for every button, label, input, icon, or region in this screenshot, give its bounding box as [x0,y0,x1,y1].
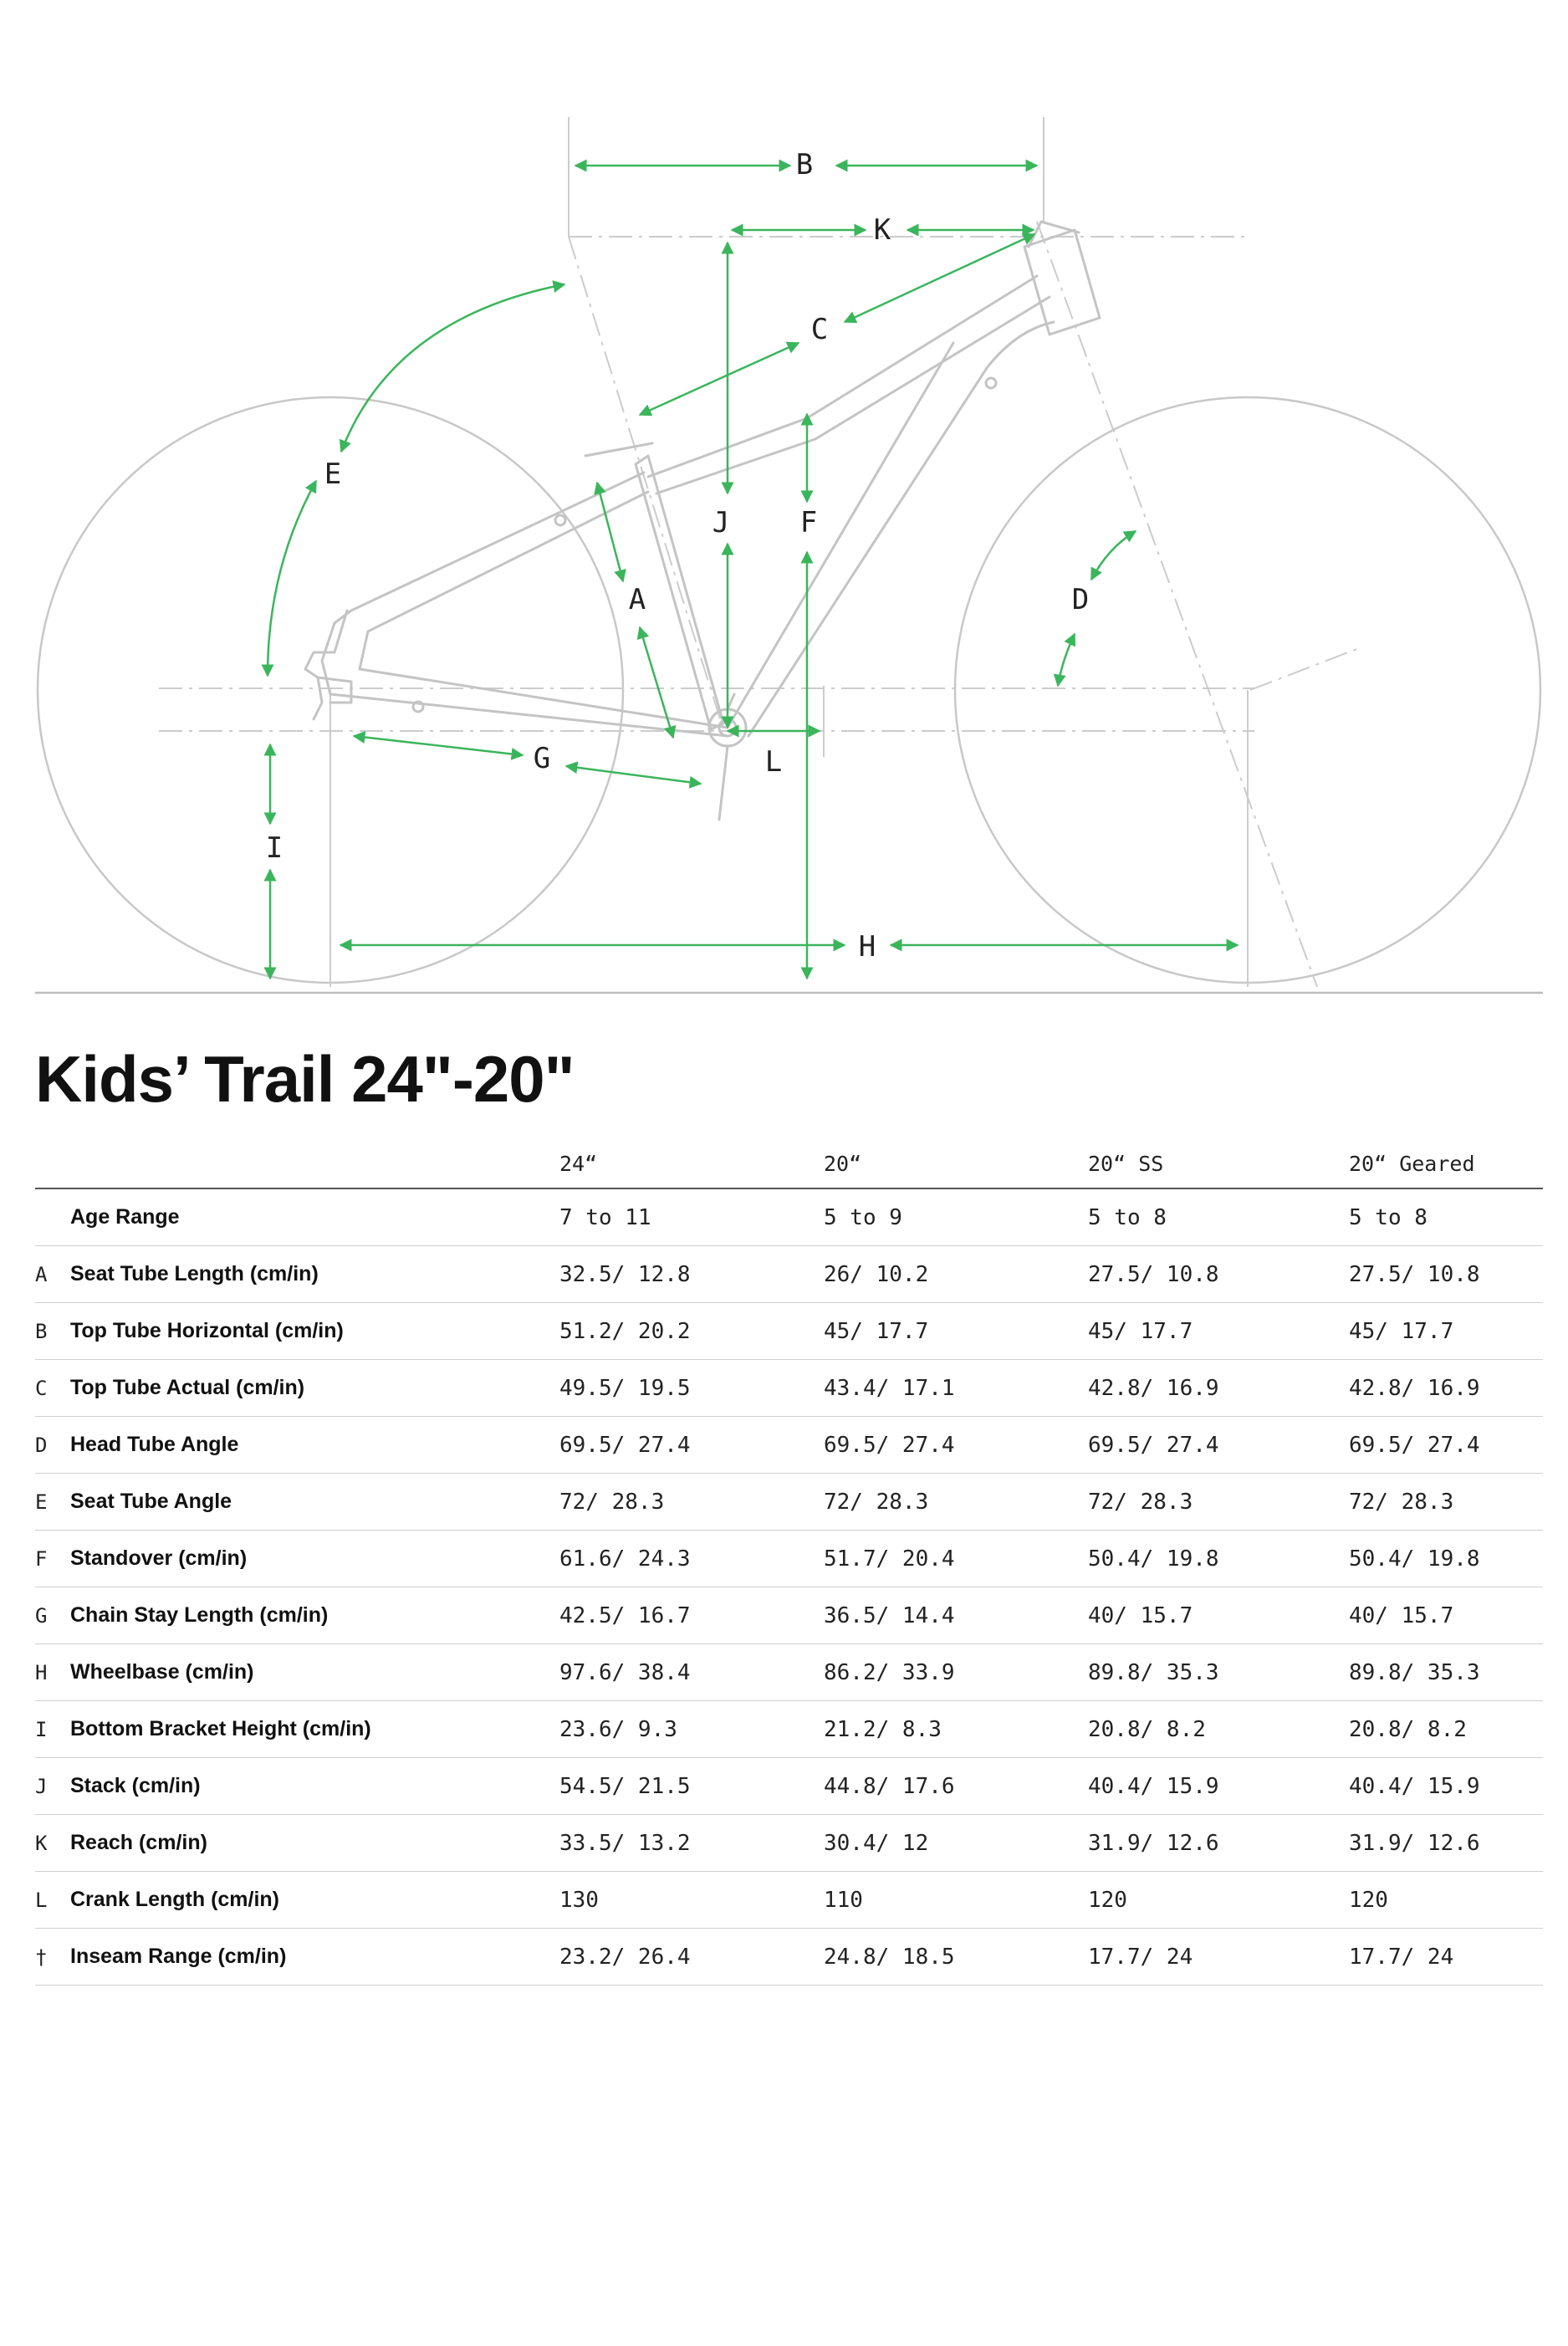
label-g: G [533,742,551,775]
label-e: E [324,457,342,491]
table-row [35,1246,1543,1303]
guide-lines [159,222,1359,987]
row-value: 51.2/ 20.2 [559,1303,824,1360]
row-value: 33.5/ 13.2 [559,1815,824,1872]
row-value: 31.9/ 12.6 [1088,1815,1349,1872]
row-name: Wheelbase (cm/in) [70,1644,559,1701]
row-letter: D [35,1417,70,1474]
row-value: 20.8/ 8.2 [1088,1701,1349,1758]
table-row [35,1188,1543,1246]
row-value: 36.5/ 14.4 [824,1587,1088,1644]
header-name [70,1133,559,1188]
row-value: 69.5/ 27.4 [824,1417,1088,1474]
table-row [35,1758,1543,1815]
table-row [35,1815,1543,1872]
row-value: 23.2/ 26.4 [559,1929,824,1986]
geometry-diagram [0,0,1568,1004]
row-letter: E [35,1474,70,1531]
row-value: 72/ 28.3 [1088,1474,1349,1531]
row-value: 30.4/ 12 [824,1815,1088,1872]
label-a: A [628,583,646,616]
row-value: 40.4/ 15.9 [1088,1758,1349,1815]
row-value: 110 [824,1872,1088,1929]
row-value: 17.7/ 24 [1349,1929,1543,1986]
label-k: K [873,213,891,247]
row-letter: L [35,1872,70,1929]
row-name: Seat Tube Angle [70,1474,559,1531]
row-name: Stack (cm/in) [70,1758,559,1815]
row-value: 120 [1088,1872,1349,1929]
row-value: 72/ 28.3 [559,1474,824,1531]
row-name: Inseam Range (cm/in) [70,1929,559,1986]
row-value: 50.4/ 19.8 [1088,1531,1349,1587]
row-value: 120 [1349,1872,1543,1929]
row-letter: H [35,1644,70,1701]
row-value: 23.6/ 9.3 [559,1701,824,1758]
row-name: Age Range [70,1188,559,1246]
table-row [35,1303,1543,1360]
row-value: 42.5/ 16.7 [559,1587,824,1644]
page-title: Kids’ Trail 24"-20" [35,1042,575,1116]
label-d: D [1071,583,1090,616]
row-value: 86.2/ 33.9 [824,1644,1088,1701]
geometry-table [35,1133,1543,1986]
row-value: 5 to 8 [1088,1188,1349,1246]
row-value: 24.8/ 18.5 [824,1929,1088,1986]
row-value: 26/ 10.2 [824,1246,1088,1303]
label-j: J [712,506,730,539]
row-letter [35,1188,70,1246]
column-header: 20“ SS [1088,1133,1349,1188]
column-header: 20“ Geared [1349,1133,1543,1188]
row-value: 42.8/ 16.9 [1349,1360,1543,1417]
row-value: 27.5/ 10.8 [1349,1246,1543,1303]
row-name: Reach (cm/in) [70,1815,559,1872]
row-value: 42.8/ 16.9 [1088,1360,1349,1417]
row-value: 54.5/ 21.5 [559,1758,824,1815]
table-row [35,1929,1543,1986]
row-value: 45/ 17.7 [1349,1303,1543,1360]
table-row [35,1872,1543,1929]
row-letter: B [35,1303,70,1360]
row-value: 61.6/ 24.3 [559,1531,824,1587]
row-value: 5 to 8 [1349,1188,1543,1246]
label-i: I [265,831,283,865]
row-value: 5 to 9 [824,1188,1088,1246]
row-name: Chain Stay Length (cm/in) [70,1587,559,1644]
row-name: Bottom Bracket Height (cm/in) [70,1701,559,1758]
row-value: 7 to 11 [559,1188,824,1246]
column-header: 20“ [824,1133,1088,1188]
row-value: 72/ 28.3 [1349,1474,1543,1531]
row-value: 17.7/ 24 [1088,1929,1349,1986]
header-letter [35,1133,70,1188]
row-name: Top Tube Actual (cm/in) [70,1360,559,1417]
label-b: B [795,148,814,181]
row-name: Top Tube Horizontal (cm/in) [70,1303,559,1360]
row-value: 27.5/ 10.8 [1088,1246,1349,1303]
table-row [35,1360,1543,1417]
row-name: Crank Length (cm/in) [70,1872,559,1929]
row-letter: K [35,1815,70,1872]
row-letter: J [35,1758,70,1815]
row-letter: G [35,1587,70,1644]
row-value: 40/ 15.7 [1088,1587,1349,1644]
label-f: F [799,506,818,539]
table-header-row [35,1133,1543,1188]
row-value: 72/ 28.3 [824,1474,1088,1531]
table-body [35,1188,1543,1986]
row-value: 69.5/ 27.4 [1349,1417,1543,1474]
row-value: 130 [559,1872,824,1929]
row-value: 32.5/ 12.8 [559,1246,824,1303]
row-value: 21.2/ 8.3 [824,1701,1088,1758]
table-row [35,1701,1543,1758]
row-value: 50.4/ 19.8 [1349,1531,1543,1587]
row-name: Head Tube Angle [70,1417,559,1474]
row-letter: A [35,1246,70,1303]
row-name: Seat Tube Length (cm/in) [70,1246,559,1303]
row-value: 43.4/ 17.1 [824,1360,1088,1417]
row-letter: C [35,1360,70,1417]
table-row [35,1644,1543,1701]
bike-frame [305,222,1100,820]
column-header: 24“ [559,1133,824,1188]
table-row [35,1531,1543,1587]
row-value: 97.6/ 38.4 [559,1644,824,1701]
row-value: 51.7/ 20.4 [824,1531,1088,1587]
row-value: 69.5/ 27.4 [559,1417,824,1474]
row-value: 69.5/ 27.4 [1088,1417,1349,1474]
row-value: 44.8/ 17.6 [824,1758,1088,1815]
row-value: 89.8/ 35.3 [1088,1644,1349,1701]
label-h: H [858,930,876,963]
row-value: 40/ 15.7 [1349,1587,1543,1644]
label-l: L [764,745,783,779]
row-value: 49.5/ 19.5 [559,1360,824,1417]
table-row [35,1587,1543,1644]
row-value: 89.8/ 35.3 [1349,1644,1543,1701]
table-row [35,1474,1543,1531]
row-letter: † [35,1929,70,1986]
row-value: 45/ 17.7 [824,1303,1088,1360]
row-value: 20.8/ 8.2 [1349,1701,1543,1758]
row-value: 40.4/ 15.9 [1349,1758,1543,1815]
row-name: Standover (cm/in) [70,1531,559,1587]
label-c: C [810,313,829,346]
row-value: 31.9/ 12.6 [1349,1815,1543,1872]
row-value: 45/ 17.7 [1088,1303,1349,1360]
table-row [35,1417,1543,1474]
row-letter: F [35,1531,70,1587]
row-letter: I [35,1701,70,1758]
